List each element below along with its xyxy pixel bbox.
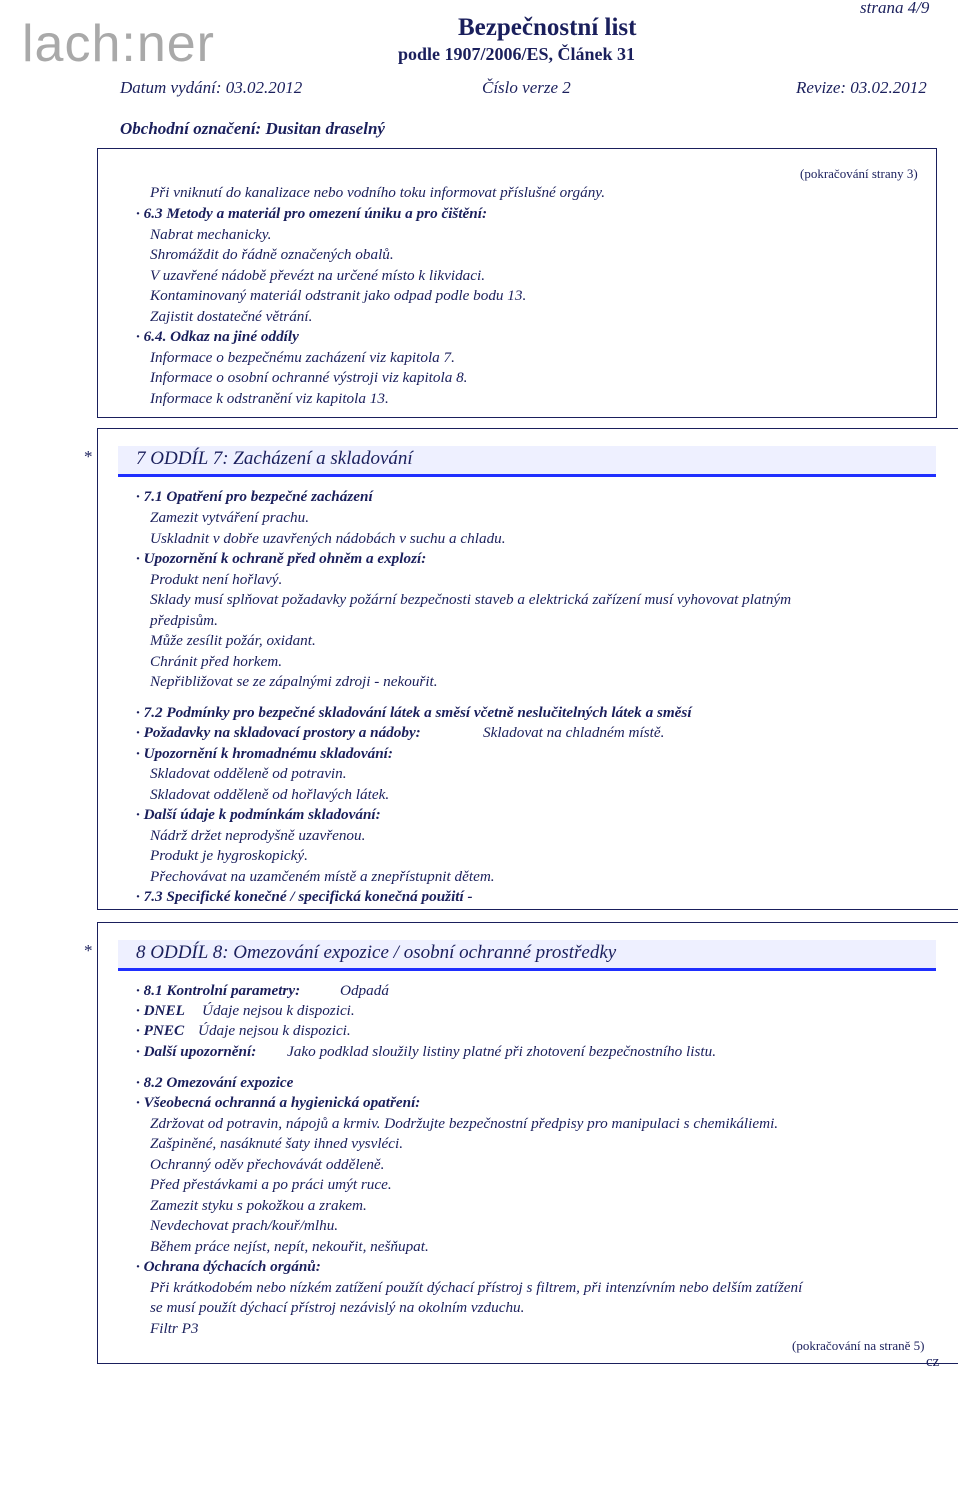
changed-marker: * [84, 941, 93, 960]
text-line: Nevdechovat prach/kouř/mlhu. [150, 1217, 339, 1234]
text-line: Produkt je hygroskopický. [150, 847, 308, 864]
text-line: Zdržovat od potravin, nápojů a krmiv. Dodržujte bezpečnostní předpisy pro manipulaci s chemikáliemi. [150, 1115, 779, 1132]
text-line: Během práce nejíst, nepít, nekouřit, nešňupat. [150, 1238, 429, 1255]
text-line: Skladovat odděleně od hořlavých látek. [150, 786, 390, 803]
subsection-heading: · 7.1 Opatření pro bezpečné zacházení [136, 488, 373, 505]
version-number: Číslo verze 2 [482, 78, 571, 97]
text-line: Před přestávkami a po práci umýt ruce. [150, 1176, 392, 1193]
text-line: se musí použít dýchací přístroj nezávislý na okolním vzduchu. [150, 1299, 525, 1316]
text-line: Shromáždit do řádně označených obalů. [150, 246, 394, 263]
text-line: Při krátkodobém nebo nízkém zatížení použít dýchací přístroj s filtrem, při intenzívním nebo delším zatížení [150, 1279, 803, 1296]
trade-name: Obchodní označení: Dusitan draselný [120, 119, 385, 138]
text-line: Skladovat na chladném místě. [483, 724, 665, 741]
subsection-heading: · 6.3 Metody a materiál pro omezení úniku a pro čištění: [136, 205, 488, 222]
text-line: Informace o bezpečnému zacházení viz kapitola 7. [150, 349, 455, 366]
text-line: Nabrat mechanicky. [150, 226, 272, 243]
subsection-heading: · Další údaje k podmínkám skladování: [136, 806, 381, 823]
text-line: Zašpiněné, nasáknuté šaty ihned vysvléci. [150, 1135, 404, 1152]
text-line: Informace k odstranění viz kapitola 13. [150, 390, 389, 407]
text-line: Kontaminovaný materiál odstranit jako odpad podle bodu 13. [150, 287, 527, 304]
text-line: Nádrž držet neprodyšně uzavřenou. [150, 827, 366, 844]
document-title: Bezpečnostní list [458, 14, 637, 41]
text-line: Zajistit dostatečné větrání. [150, 308, 313, 325]
subsection-heading: · DNEL [136, 1002, 185, 1019]
section-7-title: 7 ODDÍL 7: Zacházení a skladování [136, 448, 413, 469]
text-line: Údaje nejsou k dispozici. [202, 1002, 355, 1019]
text-line: Při vniknutí do kanalizace nebo vodního toku informovat příslušné orgány. [150, 184, 606, 201]
company-logo: lach:ner [22, 15, 215, 73]
text-line: Produkt není hořlavý. [150, 571, 283, 588]
text-line: Zamezit styku s pokožkou a zrakem. [150, 1197, 367, 1214]
subsection-heading: · PNEC [136, 1022, 185, 1039]
subsection-heading: · 6.4. Odkaz na jiné oddíly [136, 328, 299, 345]
page-number: strana 4/9 [860, 0, 930, 17]
text-line: Odpadá [340, 982, 389, 999]
text-line: Ochranný oděv přechovávát odděleně. [150, 1156, 385, 1173]
continued-from-note: (pokračování strany 3) [800, 166, 918, 181]
subsection-heading: · Ochrana dýchacích orgánů: [136, 1258, 321, 1275]
revision-date: Revize: 03.02.2012 [796, 78, 927, 97]
text-line: předpisům. [150, 612, 218, 629]
section-8-title: 8 ODDÍL 8: Omezování expozice / osobní ochranné prostředky [136, 942, 617, 963]
text-line: Přechovávat na uzamčeném místě a znepřístupnit dětem. [150, 868, 495, 885]
text-line: Údaje nejsou k dispozici. [198, 1022, 351, 1039]
text-line: Zamezit vytváření prachu. [150, 509, 310, 526]
text-line: Skladovat odděleně od potravin. [150, 765, 347, 782]
subsection-heading: · 8.1 Kontrolní parametry: [136, 982, 301, 999]
text-line: Uskladnit v dobře uzavřených nádobách v suchu a chladu. [150, 530, 506, 547]
subsection-heading: · 7.3 Specifické konečné / specifická konečná použití - [136, 888, 473, 905]
text-line: V uzavřené nádobě převézt na určené místo k likvidaci. [150, 267, 486, 284]
subsection-heading: · Požadavky na skladovací prostory a nádoby: [136, 724, 421, 741]
subsection-heading: · Upozornění k hromadnému skladování: [136, 745, 393, 762]
text-line: Informace o osobní ochranné výstroji viz kapitola 8. [150, 369, 468, 386]
text-line: Chránit před horkem. [150, 653, 283, 670]
subsection-heading: · 7.2 Podmínky pro bezpečné skladování látek a směsí včetně neslučitelných látek a směsí [136, 704, 692, 721]
subsection-heading: · Upozornění k ochraně před ohněm a explozí: [136, 550, 427, 567]
changed-marker: * [84, 447, 93, 466]
text-line: Nepřibližovat se ze zápalnými zdroji - nekouřit. [150, 673, 438, 690]
text-line: Jako podklad sloužily listiny platné při zhotovení bezpečnostního listu. [287, 1043, 716, 1060]
subsection-heading: · 8.2 Omezování expozice [136, 1074, 294, 1091]
subsection-heading: · Další upozornění: [136, 1043, 257, 1060]
document-subtitle: podle 1907/2006/ES, Článek 31 [398, 44, 636, 64]
text-line: Filtr P3 [150, 1320, 199, 1337]
issue-date: Datum vydání: 03.02.2012 [120, 78, 303, 97]
text-line: Sklady musí splňovat požadavky požární bezpečnosti staveb a elektrická zařízení musí vyhovovat platným [150, 591, 792, 608]
language-code: cz [926, 1354, 940, 1370]
continued-on-note: (pokračování na straně 5) [792, 1338, 925, 1353]
subsection-heading: · Všeobecná ochranná a hygienická opatření: [136, 1094, 421, 1111]
text-line: Může zesílit požár, oxidant. [150, 632, 316, 649]
